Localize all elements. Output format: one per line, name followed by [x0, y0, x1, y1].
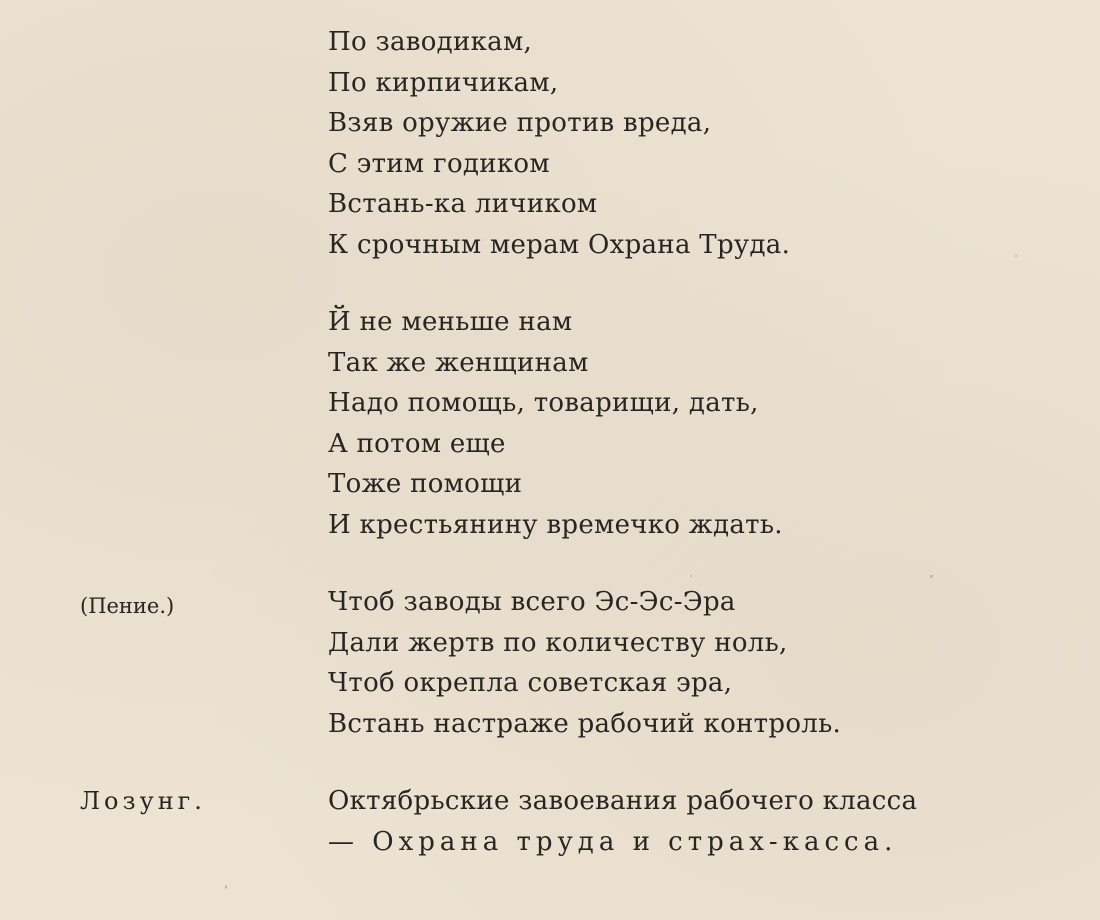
verse-line: А потом еще — [328, 428, 506, 459]
paper-speck — [1015, 255, 1017, 257]
verse-line: Надо помощь, товарищи, дать, — [328, 388, 759, 418]
paper-speck — [690, 575, 692, 577]
stanza-3 — [328, 582, 841, 744]
slogan-label: Лозунг. — [80, 787, 206, 815]
verse-line: — Охрана труда и страх-касса. — [328, 826, 898, 857]
verse-line: К срочным мерам Охрана Труда. — [328, 229, 791, 260]
slogan-text — [328, 781, 917, 862]
verse-line: Чтоб заводы всего Эс-Эс-Эра — [328, 587, 736, 617]
verse-line: Чтоб окрепла советская эра, — [328, 668, 733, 698]
verse-line: Взяв оружие против вреда, — [328, 108, 712, 138]
verse-line: Октябрьские завоевания рабочего класса — [328, 786, 918, 816]
stanza-2 — [328, 302, 783, 545]
verse-line: Встань-ка личиком — [328, 189, 598, 219]
verse-line: Так же женщинам — [328, 347, 589, 378]
verse-line: И крестьянину времечко ждать. — [328, 509, 783, 540]
paper-speck — [930, 575, 933, 578]
verse-line: Тоже помощи — [328, 469, 523, 499]
verse-line: С этим годиком — [328, 148, 550, 179]
verse-line: Дали жертв по количеству ноль, — [328, 627, 788, 658]
verse-line: Встань настраже рабочий контроль. — [328, 708, 842, 739]
stage-direction-singing: (Пение.) — [80, 594, 175, 618]
verse-line: По заводикам, — [328, 27, 533, 57]
verse-line: По кирпичикам, — [328, 67, 559, 98]
verse-line: Й не меньше нам — [328, 307, 573, 337]
stanza-1 — [328, 22, 790, 265]
paper-speck — [225, 885, 227, 889]
